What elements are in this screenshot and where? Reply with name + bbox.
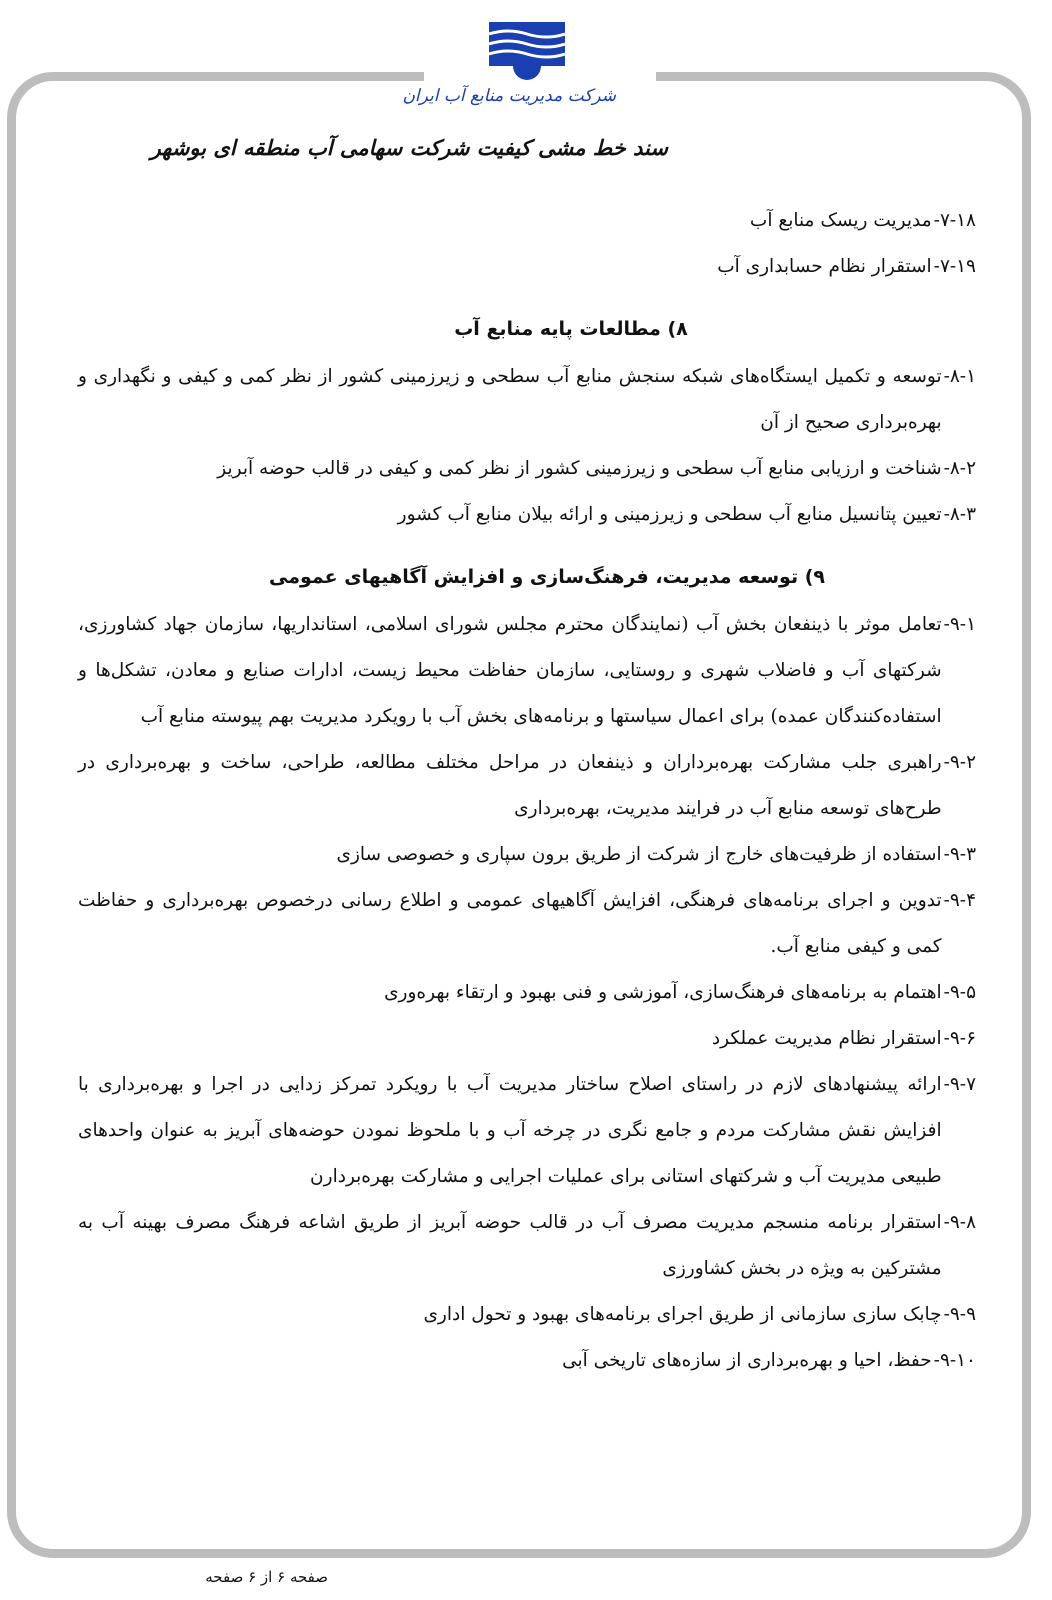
page-number: صفحه ۶ از ۶ صفحه xyxy=(205,1568,328,1586)
strategy-title: سند خط مشی کیفیت شرکت سهامی آب منطقه ای بوشهر xyxy=(150,135,668,160)
item-text: ارائه پیشنهادهای لازم در راستای اصلاح ساختار مدیریت آب با رویکرد تمرکز زدایی در اجرا و بهره‌برداری با افزایش نقش مشارکت مردم و جامع نگری در چرخه آب و با ملحوظ نمودن حوضه‌های آبریز به عنوان واحدهای طبیعی مدیریت آب و شرکتهای استانی برای عملیات اجرایی و مشارکت بهره‌بردارن xyxy=(78,1074,942,1187)
item-text: شناخت و ارزیابی منابع آب سطحی و زیرزمینی کشور از نظر کمی و کیفی در قالب حوضه آبریز xyxy=(217,458,942,479)
item-text: چابک سازی سازمانی از طریق اجرای برنامه‌های بهبود و تحول اداری xyxy=(423,1304,942,1325)
water-waves-logo-icon xyxy=(489,22,565,80)
list-item xyxy=(78,602,976,740)
item-text: استقرار برنامه منسجم مدیریت مصرف آب در قالب حوضه آبریز از طریق اشاعه فرهنگ مصرف بهینه آب به مشترکین به ویژه در بخش کشاورزی xyxy=(78,1212,942,1279)
list-item xyxy=(78,244,976,290)
list-item xyxy=(78,1200,976,1292)
list-item xyxy=(78,1292,976,1338)
section-heading-8: ۸) مطالعات پایه منابع آب xyxy=(454,318,688,340)
list-item xyxy=(78,878,976,970)
item-number: ۹-۲- xyxy=(943,752,976,773)
list-item xyxy=(78,1062,976,1200)
list-item xyxy=(78,1016,976,1062)
list-item xyxy=(78,832,976,878)
item-number: ۷-۱۹- xyxy=(933,256,976,277)
item-number: ۹-۱۰- xyxy=(933,1350,976,1371)
item-number: ۹-۴- xyxy=(943,890,976,911)
item-text: راهبری جلب مشارکت بهره‌برداران و ذینفعان در مراحل مختلف مطالعه، طراحی، ساخت و بهره‌برداری در طرح‌های توسعه منابع آب در فرایند مدیریت، بهره‌برداری xyxy=(78,752,942,819)
item-number: ۷-۱۸- xyxy=(933,210,976,231)
item-number: ۸-۲- xyxy=(943,458,976,479)
item-text: تعامل موثر با ذینفعان بخش آب (نمایندگان محترم مجلس شورای اسلامی، استانداریها، سازمان جهاد کشاورزی، شرکتهای آب و فاضلاب شهری و روستایی، سازمان حفاظت محیط زیست، ادارات صنایع و معادن، تشکل‌ها و استفاده‌کنندگان عمده) برای اعمال سیاستها و برنامه‌های بخش آب با رویکرد مدیریت بهم پیوسته منابع آب xyxy=(78,614,942,727)
item-number: ۹-۳- xyxy=(943,844,976,865)
list-item xyxy=(78,740,976,832)
list-item xyxy=(78,354,976,446)
item-text: توسعه و تکمیل ایستگاه‌های شبکه سنجش منابع آب سطحی و زیرزمینی کشور از نظر کمی و کیفی و نگهداری و بهره‌برداری صحیح از آن xyxy=(78,366,942,433)
item-number: ۹-۱- xyxy=(943,614,976,635)
item-text: مدیریت ریسک منابع آب xyxy=(749,210,932,231)
item-number: ۹-۹- xyxy=(943,1304,976,1325)
document-body xyxy=(78,198,976,1384)
item-text: استقرار نظام حسابداری آب xyxy=(717,256,932,277)
item-number: ۹-۸- xyxy=(943,1212,976,1233)
list-item xyxy=(78,492,976,538)
item-text: تدوین و اجرای برنامه‌های فرهنگی، افزایش آگاهیهای عمومی و اطلاع رسانی درخصوص بهره‌برداری و حفاظت کمی و کیفی منابع آب. xyxy=(78,890,942,957)
item-number: ۹-۶- xyxy=(943,1028,976,1049)
list-item xyxy=(78,1338,976,1384)
section-heading-9: ۹) توسعه مدیریت، فرهنگ‌سازی و افزایش آگاهیهای عمومی xyxy=(269,566,825,588)
item-number: ۹-۷- xyxy=(943,1074,976,1095)
item-number: ۸-۳- xyxy=(943,504,976,525)
list-item xyxy=(78,446,976,492)
item-text: اهتمام به برنامه‌های فرهنگ‌سازی، آموزشی و فنی بهبود و ارتقاء بهره‌وری xyxy=(384,982,942,1003)
item-text: حفظ، احیا و بهره‌برداری از سازه‌های تاریخی آبی xyxy=(562,1350,932,1371)
item-text: تعیین پتانسیل منابع آب سطحی و زیرزمینی و ارائه بیلان منابع آب کشور xyxy=(397,504,942,525)
item-number: ۸-۱- xyxy=(943,366,976,387)
company-name: شرکت مدیریت منابع آب ایران xyxy=(402,86,616,106)
list-item xyxy=(78,198,976,244)
item-text: استفاده از ظرفیت‌های خارج از شرکت از طریق برون سپاری و خصوصی سازی xyxy=(336,844,942,865)
item-number: ۹-۵- xyxy=(943,982,976,1003)
list-item xyxy=(78,970,976,1016)
item-text: استقرار نظام مدیریت عملکرد xyxy=(711,1028,942,1049)
